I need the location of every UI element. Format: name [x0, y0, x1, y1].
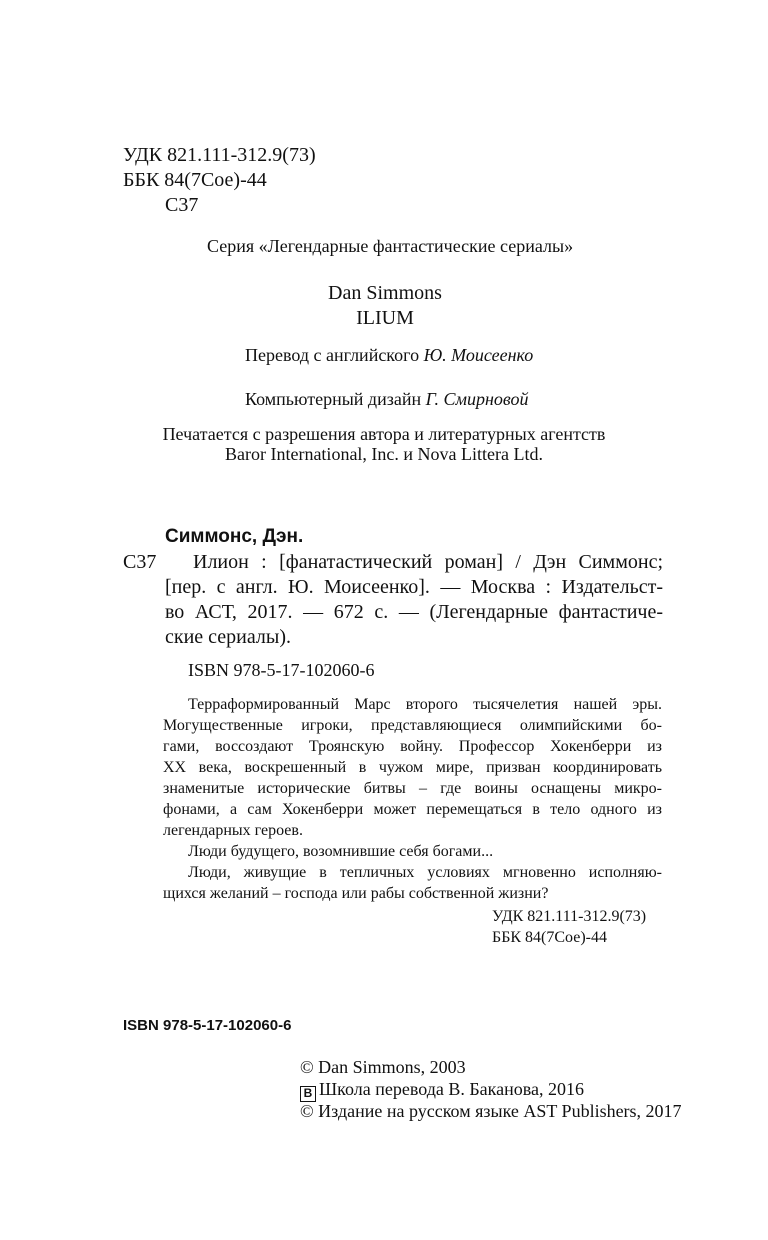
designer-name: Г. Смирновой — [425, 389, 529, 409]
bib-line-2: [пер. с англ. Ю. Моисеенко]. — Москва : Издательст- — [165, 576, 663, 598]
copyright-line-3: © Издание на русском языке AST Publishers, 2017 — [300, 1101, 682, 1121]
bib-code: С37 — [123, 551, 157, 573]
rights-line-1: Печатается с разрешения автора и литературных агентств — [162, 424, 606, 444]
design-credit — [245, 389, 528, 410]
annotation-para-3-line-1: Люди, живущие в тепличных условиях мгновенно исполняю- — [188, 864, 662, 881]
translation-school-icon: B — [300, 1086, 316, 1102]
translation-credit — [245, 345, 533, 366]
bib-isbn: ISBN 978-5-17-102060-6 — [188, 660, 375, 680]
rights-line-2: Baror International, Inc. и Nova Littera Ltd. — [224, 444, 543, 464]
annotation-line-4: XX века, воскрешенный в чужом мире, призван координировать — [163, 759, 662, 776]
annotation-line-6: фонами, а сам Хокенберри может перемещаться в тело одного из — [163, 801, 662, 818]
bib-heading: Симмонс, Дэн. — [165, 526, 304, 547]
bib-line-1: Илион : [фанатастический роман] / Дэн Симмонс; — [193, 551, 663, 573]
annotation-bbk: ББК 84(7Сое)-44 — [492, 929, 607, 946]
annotation-para-2: Люди будущего, возомнившие себя богами... — [188, 843, 494, 860]
annotation-udk: УДК 821.111-312.9(73) — [492, 908, 647, 925]
translation-label: Перевод с английского — [245, 345, 420, 365]
original-title: ILIUM — [356, 307, 414, 329]
copyright-line-1: © Dan Simmons, 2003 — [300, 1057, 466, 1077]
author-mark: С37 — [165, 194, 199, 216]
translator-name: Ю. Моисеенко — [423, 345, 534, 365]
bib-line-4: ские сериалы). — [165, 626, 292, 648]
udk-code: УДК 821.111-312.9(73) — [123, 144, 316, 166]
annotation-para-3-line-2: щихся желаний – господа или рабы собственной жизни? — [163, 885, 549, 902]
original-author: Dan Simmons — [328, 282, 442, 304]
series-line: Серия «Легендарные фантастические сериалы» — [207, 236, 574, 256]
copyright-line-2 — [300, 1079, 584, 1102]
copyright-line-2-text: Школа перевода В. Баканова, 2016 — [319, 1079, 585, 1099]
design-label: Компьютерный дизайн — [245, 389, 422, 409]
annotation-line-5: знаменитые исторические битвы – где воины оснащены микро- — [163, 780, 662, 797]
annotation-line-7: легендарных героев. — [163, 822, 303, 839]
bib-line-3: во АСТ, 2017. — 672 с. — (Легендарные фантастиче- — [165, 601, 663, 623]
footer-isbn: ISBN 978-5-17-102060-6 — [123, 1017, 292, 1034]
annotation-line-3: гами, воссоздают Троянскую войну. Профессор Хокенберри из — [163, 738, 662, 755]
annotation-line-2: Могущественные игроки, представляющиеся олимпийскими бо- — [163, 717, 662, 734]
bbk-code: ББК 84(7Сое)-44 — [123, 169, 267, 191]
annotation-line-1: Терраформированный Марс второго тысячелетия нашей эры. — [188, 696, 662, 713]
